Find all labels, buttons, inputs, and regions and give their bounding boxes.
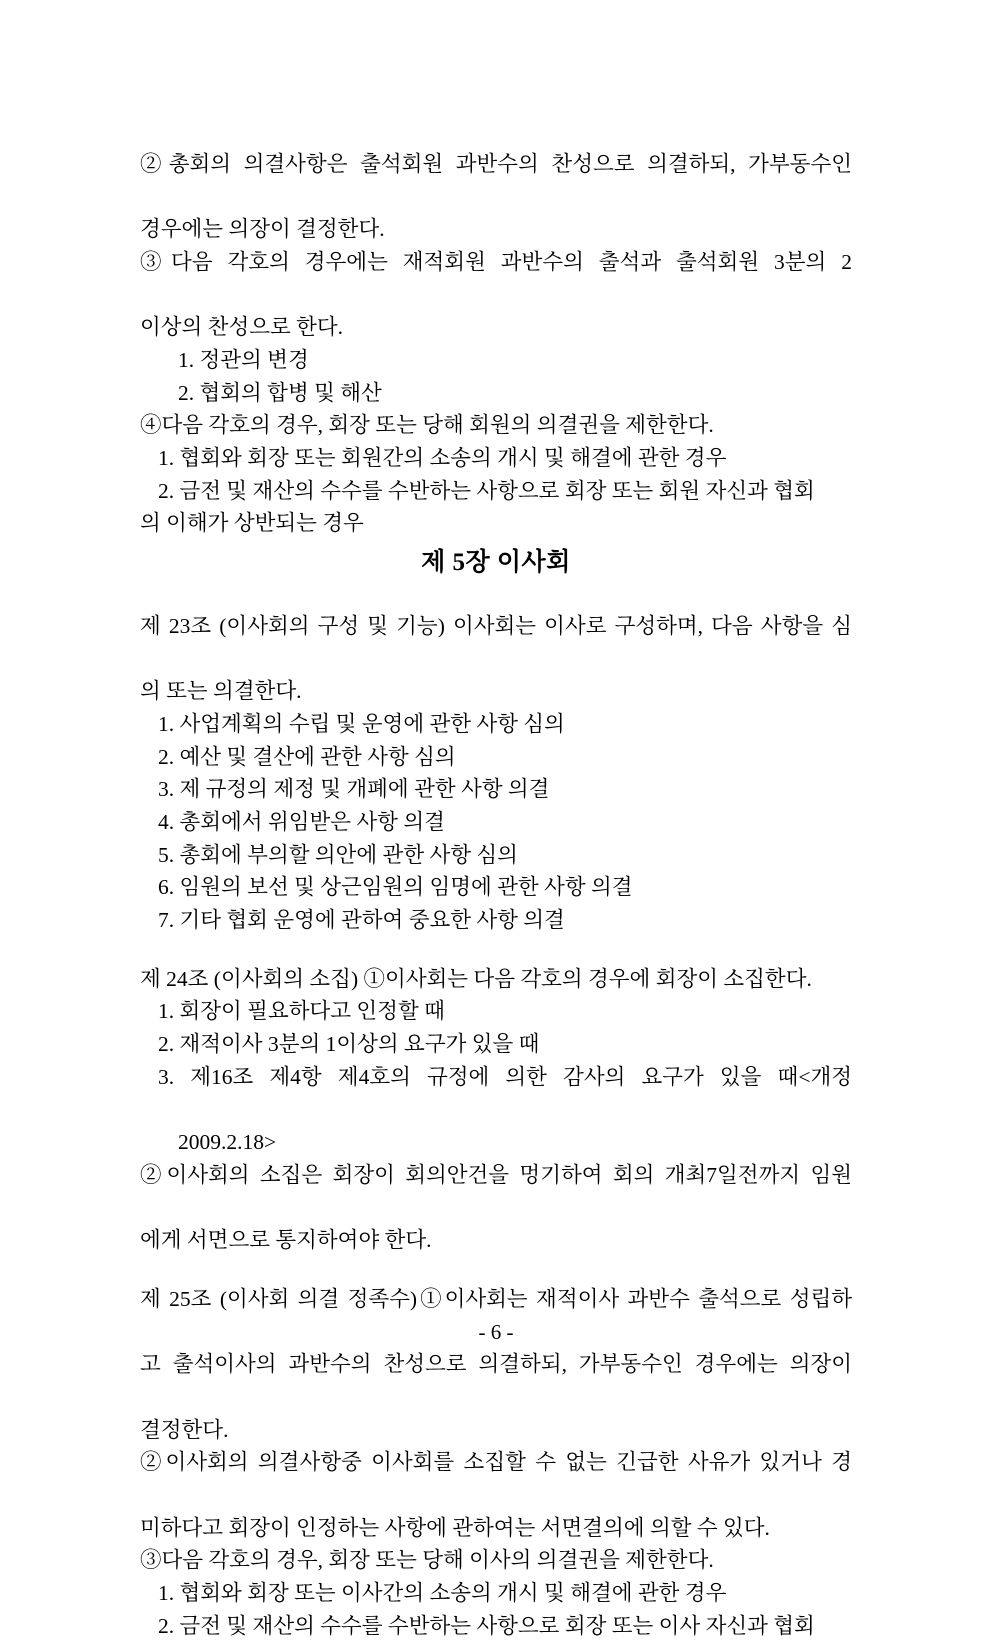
spacer (140, 937, 852, 963)
list-item: 7. 기타 협회 운영에 관하여 중요한 사항 의결 (158, 908, 565, 933)
article-24-paragraph-2-line-2: 에게 서면으로 통지하여야 한다. (140, 1228, 432, 1253)
list-item: 4. 총회에서 위임받은 사항 의결 (158, 810, 445, 835)
list-item: 1. 정관의 변경 (178, 348, 309, 373)
paragraph-4-line-1: ④다음 각호의 경우, 회장 또는 당해 회원의 의결권을 제한한다. (140, 413, 714, 438)
list-item: 2. 예산 및 결산에 관한 사항 심의 (158, 744, 456, 769)
list-item: 2. 금전 및 재산의 수수를 수반하는 사항으로 회장 또는 회원 자신과 협회 (158, 478, 815, 503)
article-25-paragraph-2-line-1: ②이사회의 의결사항중 이사회를 소집할 수 없는 긴급한 사유가 있거나 경 (140, 1450, 852, 1475)
article-24-paragraph-2-line-1: ②이사회의 소집은 회장이 회의안건을 멍기하여 회의 개최7일전까지 임원 (140, 1162, 852, 1187)
article-24-line-1: 제 24조 (이사회의 소집) ①이사회는 다음 각호의 경우에 회장이 소집한다. (140, 966, 812, 991)
spacer (140, 1257, 852, 1283)
list-item: 5. 총회에 부의할 의안에 관한 사항 심의 (158, 842, 518, 867)
spacer (140, 584, 852, 610)
list-item: 1. 회장이 필요하다고 인정할 때 (158, 999, 445, 1024)
list-item: 2. 재적이사 3분의 1이상의 요구가 있을 때 (158, 1032, 540, 1057)
list-item: 1. 협회와 회장 또는 이사간의 소송의 개시 및 해결에 관한 경우 (158, 1580, 727, 1605)
list-item: 3. 제 규정의 제정 및 개폐에 관한 사항 의결 (158, 777, 550, 802)
page-number: - 6 - (478, 1320, 514, 1344)
document-body (140, 148, 852, 1642)
list-item: 1. 사업계획의 수립 및 운영에 관한 사항 심의 (158, 712, 565, 737)
article-23-line-2: 의 또는 의결한다. (140, 679, 302, 704)
article-25-paragraph-3-line-1: ③다음 각호의 경우, 회장 또는 당해 이사의 의결권을 제한한다. (140, 1548, 714, 1573)
paragraph-2-line-2: 경우에는 의장이 결정한다. (140, 217, 385, 242)
list-item-continuation: 2009.2.18> (178, 1130, 277, 1155)
article-25-line-1: 제 25조 (이사회 의결 정족수)①이사회는 재적이사 과반수 출석으로 성립하 (140, 1286, 852, 1311)
paragraph-3-line-1: ③다음 각호의 경우에는 재적회원 과반수의 출석과 출석회원 3분의 2 (140, 250, 852, 275)
article-25-paragraph-2-line-2: 미하다고 회장이 인정하는 사항에 관하여는 서면결의에 의할 수 있다. (140, 1515, 770, 1540)
list-item: 3. 제16조 제4항 제4호의 규정에 의한 감사의 요구가 있을 때<개정 (158, 1064, 852, 1089)
list-item: 1. 협회와 회장 또는 회원간의 소송의 개시 및 해결에 관한 경우 (158, 446, 727, 471)
article-23-line-1: 제 23조 (이사회의 구성 및 기능) 이사회는 이사로 구성하며, 다음 사항을 심 (140, 614, 852, 639)
list-item: 2. 협회의 합병 및 해산 (178, 380, 382, 405)
list-item-continuation: 의 이해가 상반되는 경우 (140, 511, 364, 536)
paragraph-2-line-1: ②총회의 의결사항은 출석회원 과반수의 찬성으로 의결하되, 가부동수인 (140, 152, 852, 176)
article-25-line-3: 결정한다. (140, 1417, 229, 1442)
chapter-title: 제 5장 이사회 (421, 549, 571, 577)
list-item: 6. 임원의 보선 및 상근임원의 임명에 관한 사항 의결 (158, 875, 633, 900)
article-25-line-2: 고 출석이사의 과반수의 찬성으로 의결하되, 가부동수인 경우에는 의장이 (140, 1352, 852, 1377)
list-item: 2. 금전 및 재산의 수수를 수반하는 사항으로 회장 또는 이사 자신과 협회 (158, 1613, 815, 1638)
paragraph-3-line-2: 이상의 찬성으로 한다. (140, 315, 344, 340)
